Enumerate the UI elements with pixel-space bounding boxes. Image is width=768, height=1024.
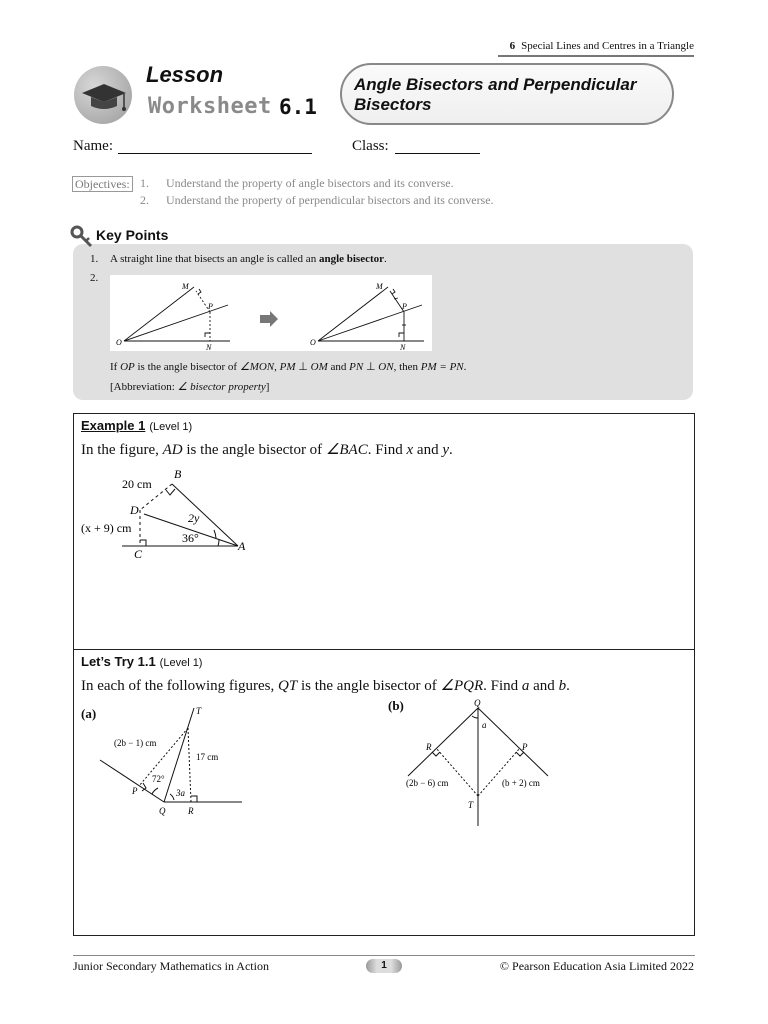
example-question xyxy=(81,440,453,459)
part-a-label: (a) xyxy=(81,706,97,721)
point-text: A straight line that bisects an angle is called an xyxy=(110,253,317,265)
name-field[interactable] xyxy=(118,153,312,154)
text-is: is the angle bisector of xyxy=(134,361,240,373)
text-end: . xyxy=(463,361,467,373)
perp-symbol: ⊥ xyxy=(295,361,311,373)
label-n: N xyxy=(206,343,212,351)
vertex-q: Q xyxy=(474,698,481,708)
footer-rule xyxy=(73,955,695,956)
q-text: In each of the following figures, xyxy=(81,678,279,694)
point-number: 2. xyxy=(90,272,99,284)
abbr-open: [Abbreviation: xyxy=(110,381,178,393)
vertex-p: P xyxy=(522,742,528,752)
vertex-b: B xyxy=(174,467,182,481)
worksheet-number: 6.1 xyxy=(279,95,317,119)
label-o: O xyxy=(310,338,316,347)
lesson-word: Lesson xyxy=(146,62,224,87)
objective-number: 1. xyxy=(140,176,149,190)
label-p: P xyxy=(402,302,407,311)
text-if: If xyxy=(110,361,118,373)
lets-try-level: (Level 1) xyxy=(159,657,203,669)
lesson-title-box xyxy=(340,63,674,125)
length-17cm: 17 cm xyxy=(196,752,219,762)
q-text: . Find xyxy=(367,442,407,458)
key-point-2-statement xyxy=(110,360,466,373)
q-text: . Find xyxy=(483,678,522,694)
chapter-number: 6 xyxy=(509,40,516,52)
objective-text: Understand the property of perpendicular bisectors and its converse. xyxy=(166,193,494,207)
objective-text: Understand the property of angle bisectors and its converse. xyxy=(166,176,454,190)
angle-3a: 3a xyxy=(176,788,185,798)
vertex-d: D xyxy=(130,503,139,517)
example-triangle-figure xyxy=(78,462,278,562)
header-rule xyxy=(498,55,694,57)
example-heading xyxy=(81,418,192,433)
vertex-q: Q xyxy=(159,806,166,816)
label-m: M xyxy=(182,282,189,291)
key-point-1 xyxy=(110,253,387,265)
lets-try-box xyxy=(73,650,695,936)
label-m: M xyxy=(376,282,383,291)
q-var-a: a xyxy=(521,678,530,694)
example-title: Example 1 xyxy=(81,418,146,433)
page-number: 1 xyxy=(366,959,402,973)
q-var-x: x xyxy=(406,442,414,458)
term-op: OP xyxy=(120,361,135,373)
key-icon xyxy=(70,224,94,248)
vertex-p: P xyxy=(132,786,138,796)
class-field[interactable] xyxy=(395,153,480,154)
length-b-2: (b + 2) cm xyxy=(502,778,540,788)
label-n: N xyxy=(400,343,406,351)
q-text: . xyxy=(566,678,570,694)
angle-bisector-term: angle bisector xyxy=(318,253,385,265)
class-label: Class: xyxy=(352,138,389,154)
q-var-y: y xyxy=(442,442,449,458)
q-text: . xyxy=(449,442,453,458)
chapter-title: Special Lines and Centres in a Triangle xyxy=(521,40,694,52)
label-o: O xyxy=(116,338,122,347)
running-header xyxy=(480,40,694,52)
q-term-ad: AD xyxy=(162,442,183,458)
abbr-close: ] xyxy=(265,381,270,393)
point-end: . xyxy=(384,253,387,265)
term-pn: PN xyxy=(349,361,364,373)
objectives-label: Objectives: xyxy=(72,176,133,192)
abbreviation-note xyxy=(110,380,269,393)
length-x9cm: (x + 9) cm xyxy=(81,521,132,535)
text-then: , then xyxy=(393,361,421,373)
vertex-c: C xyxy=(134,547,143,561)
arrow-right-icon xyxy=(260,311,278,327)
length-2b-6: (2b − 6) cm xyxy=(406,778,449,788)
figure-a xyxy=(96,704,248,822)
q-text: and xyxy=(529,678,559,694)
length-2b-1: (2b − 1) cm xyxy=(114,738,157,748)
part-b-label: (b) xyxy=(388,698,404,713)
term-om: OM xyxy=(310,361,328,373)
name-label: Name: xyxy=(73,138,113,154)
angle-a: a xyxy=(482,720,487,730)
q-var-b: b xyxy=(558,678,567,694)
vertex-a: A xyxy=(238,539,246,553)
footer-copyright: © Pearson Education Asia Limited 2022 xyxy=(499,959,694,973)
example-level: (Level 1) xyxy=(149,421,193,433)
lets-try-question xyxy=(81,676,570,695)
term-angle: ∠MON xyxy=(239,361,275,373)
vertex-t: T xyxy=(468,800,474,810)
q-term-qt: QT xyxy=(278,678,298,694)
text-sep: , xyxy=(274,361,280,373)
term-on: ON xyxy=(378,361,394,373)
vertex-t: T xyxy=(196,706,202,716)
footer-book-title: Junior Secondary Mathematics in Action xyxy=(73,959,269,973)
angle-2y: 2y xyxy=(188,511,200,525)
vertex-r: R xyxy=(188,806,194,816)
objective-number: 2. xyxy=(140,193,149,207)
lets-try-heading xyxy=(81,654,202,669)
worksheet-word: Worksheet xyxy=(148,94,272,119)
angle-36: 36° xyxy=(182,531,199,545)
q-text: In the figure, xyxy=(81,442,163,458)
angle-72: 72° xyxy=(152,774,165,784)
q-text: and xyxy=(413,442,443,458)
q-text: is the angle bisector of xyxy=(182,442,326,458)
q-text: is the angle bisector of xyxy=(297,678,441,694)
lesson-title: Angle Bisectors and Perpendicular Bisectors xyxy=(354,75,637,114)
term-pm: PM xyxy=(279,361,296,373)
figure-b xyxy=(402,696,552,828)
key-points-title: Key Points xyxy=(96,227,169,243)
graduation-cap-icon xyxy=(74,66,132,124)
point-number: 1. xyxy=(90,253,99,265)
label-p: P xyxy=(208,302,213,311)
term-equation: PM = PN xyxy=(420,361,464,373)
key-points-figure xyxy=(110,275,432,351)
angle-bisector-diagram xyxy=(110,275,432,351)
q-term-angle: ∠PQR xyxy=(440,678,484,694)
perp-symbol: ⊥ xyxy=(363,361,379,373)
text-and: and xyxy=(327,361,350,373)
example-box xyxy=(73,413,695,650)
length-20cm: 20 cm xyxy=(122,477,152,491)
vertex-r: R xyxy=(426,742,432,752)
q-term-angle: ∠BAC xyxy=(325,442,368,458)
lets-try-title: Let’s Try 1.1 xyxy=(81,654,156,669)
abbr-text: ∠ bisector property xyxy=(177,381,266,393)
